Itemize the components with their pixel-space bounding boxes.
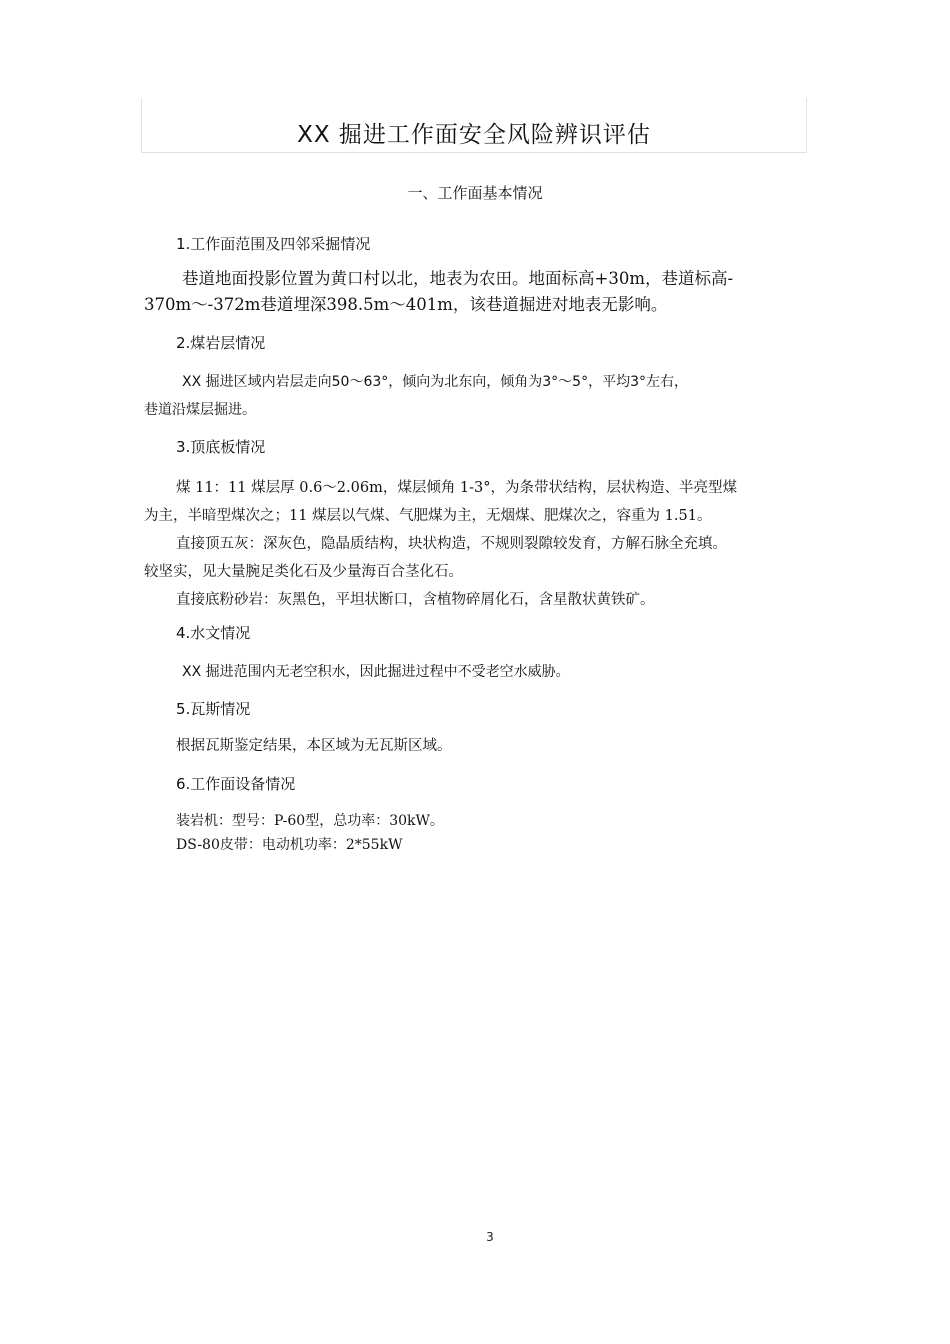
paragraph-line: 巷道地面投影位置为黄口村以北，地表为农田。地面标高+30m，巷道标高- (182, 269, 734, 288)
paragraph-strata (144, 368, 688, 424)
paragraph-line: 较坚实，见大量腕足类化石及少量海百合茎化石。 (144, 564, 463, 580)
paragraph-line: 370m～-372m巷道埋深398.5m～401m，该巷道掘进对地表无影响。 (144, 295, 668, 314)
subsection-heading-5: 5.瓦斯情况 (176, 700, 251, 718)
paragraph-roof-floor (144, 474, 737, 614)
paragraph-line: XX 掘进区域内岩层走向50～63°，倾向为北东向，倾角为3°～5°，平均3°左右， (182, 374, 688, 390)
subsection-heading-4: 4.水文情况 (176, 624, 251, 642)
paragraph-line: 煤 11：11 煤层厚 0.6～2.06m，煤层倾角 1-3°，为条带状结构，层状构造、半亮型煤 (176, 480, 738, 496)
subsection-heading-2: 2.煤岩层情况 (176, 334, 266, 352)
paragraph-line: 巷道沿煤层掘进。 (144, 402, 256, 418)
paragraph-equipment (176, 809, 444, 857)
document-title: XX 掘进工作面安全风险辨识评估 (297, 122, 651, 148)
subsection-heading-1: 1.工作面范围及四邻采掘情况 (176, 235, 371, 253)
page-number: 3 (486, 1230, 494, 1244)
subsection-heading-3: 3.顶底板情况 (176, 438, 266, 456)
paragraph-line: XX 掘进范围内无老空积水，因此掘进过程中不受老空水威胁。 (182, 664, 570, 680)
paragraph-line: 根据瓦斯鉴定结果，本区域为无瓦斯区域。 (176, 738, 452, 754)
paragraph-hydrology (182, 658, 570, 686)
title-box (141, 98, 807, 153)
section-heading: 一、工作面基本情况 (407, 184, 543, 202)
paragraph-scope (144, 266, 733, 318)
paragraph-line: 为主，半暗型煤次之；11 煤层以气煤、气肥煤为主，无烟煤、肥煤次之，容重为 1.51。 (144, 508, 712, 524)
paragraph-line: 直接底粉砂岩：灰黑色，平坦状断口，含植物碎屑化石，含星散状黄铁矿。 (176, 592, 655, 608)
paragraph-gas (176, 732, 452, 760)
paragraph-line: 装岩机：型号：P-60型，总功率：30kW。 (176, 813, 444, 829)
paragraph-line: DS-80皮带：电动机功率：2*55kW (176, 837, 403, 853)
subsection-heading-6: 6.工作面设备情况 (176, 775, 296, 793)
paragraph-line: 直接顶五灰：深灰色，隐晶质结构，块状构造，不规则裂隙较发育，方解石脉全充填。 (176, 536, 727, 552)
